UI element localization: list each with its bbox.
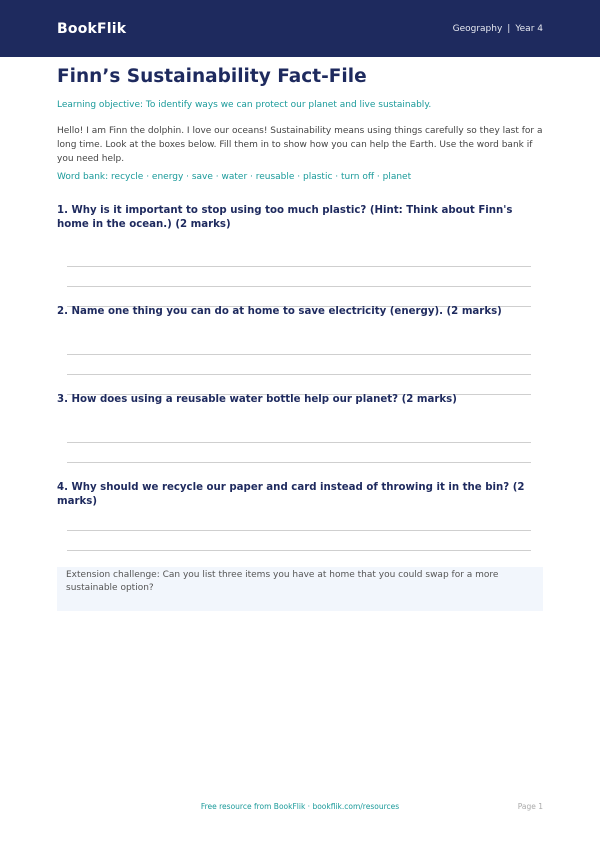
question-3 (57, 393, 543, 407)
question-4 (57, 481, 543, 509)
page-number: Page 1 (517, 802, 543, 811)
question-text: 4. Why should we recycle our paper and card instead of throwing it in the bin? (2 marks) (57, 482, 525, 507)
year-label: Year 4 (515, 23, 543, 34)
answer-line[interactable] (67, 354, 531, 355)
learning-objective: Learning objective: To identify ways we can protect our planet and live sustainably. (57, 100, 432, 110)
intro-text: Hello! I am Finn the dolphin. I love our oceans! Sustainability means using things carefully so they last for a long time. Look at the boxes below. Fill them in to show how you can help the Earth. Use the word bank if you need help. (57, 126, 543, 164)
answer-line[interactable] (67, 442, 531, 443)
question-text: 3. How does using a reusable water bottle help our planet? (2 marks) (57, 394, 457, 405)
answer-line[interactable] (67, 374, 531, 375)
question-text: 2. Name one thing you can do at home to save electricity (energy). (2 marks) (57, 306, 502, 317)
question-text: 1. Why is it important to stop using too much plastic? (Hint: Think about Finn's home in the ocean.) (2 marks) (57, 205, 513, 230)
subject-label: Geography (452, 23, 503, 34)
header-meta (453, 24, 543, 34)
question-1 (57, 204, 543, 232)
brand-logo[interactable]: BookFlik (57, 20, 127, 37)
answer-line[interactable] (67, 530, 531, 531)
footer-text[interactable]: Free resource from BookFlik · bookflik.com/resources (200, 802, 400, 811)
word-bank: Word bank: recycle · energy · save · water · reusable · plastic · turn off · planet (57, 172, 412, 182)
question-2 (57, 305, 543, 319)
meta-separator: | (507, 23, 511, 34)
answer-line[interactable] (67, 550, 531, 551)
page-header (0, 0, 600, 57)
answer-line[interactable] (67, 462, 531, 463)
extension-challenge: Extension challenge: Can you list three items you have at home that you could swap for a more sustainable option? (57, 567, 543, 611)
answer-line[interactable] (67, 286, 531, 287)
page-title: Finn’s Sustainability Fact-File (57, 66, 367, 87)
answer-line[interactable] (67, 266, 531, 267)
